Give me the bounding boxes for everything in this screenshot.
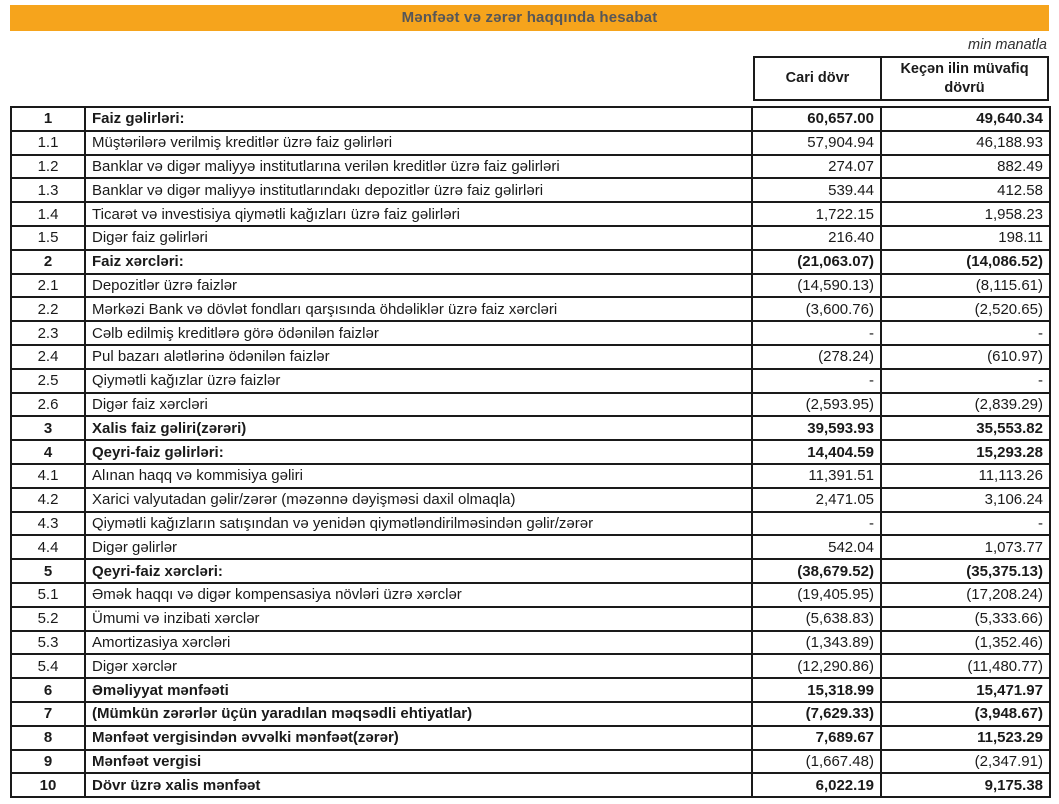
table-row — [11, 369, 1050, 393]
table-row — [11, 202, 1050, 226]
previous-period-value-cell: (35,375.13) — [881, 559, 1050, 583]
current-period-value-cell: 14,404.59 — [752, 440, 881, 464]
row-number-cell: 1.4 — [11, 202, 85, 226]
current-period-value-cell: (14,590.13) — [752, 274, 881, 298]
table-row — [11, 631, 1050, 655]
row-number-cell: 5.1 — [11, 583, 85, 607]
row-label-cell: Mənfəət vergisi — [85, 750, 752, 774]
previous-period-value-cell: 1,073.77 — [881, 535, 1050, 559]
row-number-cell: 9 — [11, 750, 85, 774]
row-number-cell: 2.2 — [11, 297, 85, 321]
row-number-cell: 4 — [11, 440, 85, 464]
row-number-cell: 3 — [11, 416, 85, 440]
table-row — [11, 726, 1050, 750]
current-period-value-cell: (7,629.33) — [752, 702, 881, 726]
row-label-cell: Faiz xərcləri: — [85, 250, 752, 274]
current-period-value-cell: (2,593.95) — [752, 393, 881, 417]
row-label-cell: Xalis faiz gəliri(zərəri) — [85, 416, 752, 440]
row-label-cell: Əmək haqqı və digər kompensasiya növləri üzrə xərclər — [85, 583, 752, 607]
row-label-cell: Xarici valyutadan gəlir/zərər (məzənnə dəyişməsi daxil olmaqla) — [85, 488, 752, 512]
table-row — [11, 464, 1050, 488]
current-period-value-cell: 11,391.51 — [752, 464, 881, 488]
current-period-value-cell: (21,063.07) — [752, 250, 881, 274]
current-period-value-cell: 15,318.99 — [752, 678, 881, 702]
row-number-cell: 2.5 — [11, 369, 85, 393]
table-row — [11, 226, 1050, 250]
previous-period-value-cell: 15,293.28 — [881, 440, 1050, 464]
row-label-cell: Ümumi və inzibati xərclər — [85, 607, 752, 631]
current-period-value-cell: 57,904.94 — [752, 131, 881, 155]
row-number-cell: 5.2 — [11, 607, 85, 631]
previous-period-value-cell: (11,480.77) — [881, 654, 1050, 678]
current-period-value-cell: (278.24) — [752, 345, 881, 369]
table-row — [11, 274, 1050, 298]
row-label-cell: Digər gəlirlər — [85, 535, 752, 559]
row-label-cell: Banklar və digər maliyyə institutlarındakı depozitlər üzrə faiz gəlirləri — [85, 178, 752, 202]
table-row — [11, 583, 1050, 607]
previous-period-value-cell: 1,958.23 — [881, 202, 1050, 226]
column-header-previous-period: Keçən ilin müvafiq dövrü — [880, 56, 1049, 101]
row-number-cell: 1.1 — [11, 131, 85, 155]
previous-period-value-cell: (14,086.52) — [881, 250, 1050, 274]
current-period-value-cell: (5,638.83) — [752, 607, 881, 631]
previous-period-value-cell: - — [881, 512, 1050, 536]
row-label-cell: Qiymətli kağızlar üzrə faizlər — [85, 369, 752, 393]
row-label-cell: Qeyri-faiz xərcləri: — [85, 559, 752, 583]
row-label-cell: Müştərilərə verilmiş kreditlər üzrə faiz gəlirləri — [85, 131, 752, 155]
row-label-cell: Amortizasiya xərcləri — [85, 631, 752, 655]
row-number-cell: 8 — [11, 726, 85, 750]
row-number-cell: 1 — [11, 107, 85, 131]
table-row — [11, 107, 1050, 131]
column-header-current-period: Cari dövr — [753, 56, 882, 101]
previous-period-value-cell: - — [881, 321, 1050, 345]
row-label-cell: Faiz gəlirləri: — [85, 107, 752, 131]
previous-period-value-cell: - — [881, 369, 1050, 393]
row-number-cell: 1.2 — [11, 155, 85, 179]
current-period-value-cell: (19,405.95) — [752, 583, 881, 607]
pl-table-body — [11, 107, 1050, 797]
row-label-cell: Mənfəət vergisindən əvvəlki mənfəət(zərər) — [85, 726, 752, 750]
row-label-cell: Qeyri-faiz gəlirləri: — [85, 440, 752, 464]
table-row — [11, 488, 1050, 512]
row-label-cell: Əməliyyat mənfəəti — [85, 678, 752, 702]
row-number-cell: 5.3 — [11, 631, 85, 655]
current-period-value-cell: (12,290.86) — [752, 654, 881, 678]
previous-period-value-cell: 15,471.97 — [881, 678, 1050, 702]
table-row — [11, 345, 1050, 369]
current-period-value-cell: - — [752, 369, 881, 393]
current-period-value-cell: (1,667.48) — [752, 750, 881, 774]
row-number-cell: 2.4 — [11, 345, 85, 369]
previous-period-value-cell: (2,520.65) — [881, 297, 1050, 321]
row-label-cell: Qiymətli kağızların satışından və yenidən qiymətləndirilməsindən gəlir/zərər — [85, 512, 752, 536]
report-title-banner: Mənfəət və zərər haqqında hesabat — [10, 5, 1049, 31]
table-row — [11, 321, 1050, 345]
table-row — [11, 297, 1050, 321]
unit-note: min manatla — [968, 37, 1047, 53]
row-label-cell: Banklar və digər maliyyə institutlarına verilən kreditlər üzrə faiz gəlirləri — [85, 155, 752, 179]
previous-period-value-cell: (3,948.67) — [881, 702, 1050, 726]
previous-period-value-cell: 198.11 — [881, 226, 1050, 250]
current-period-value-cell: 274.07 — [752, 155, 881, 179]
table-row — [11, 155, 1050, 179]
current-period-value-cell: 539.44 — [752, 178, 881, 202]
row-number-cell: 4.1 — [11, 464, 85, 488]
current-period-value-cell: 39,593.93 — [752, 416, 881, 440]
row-number-cell: 7 — [11, 702, 85, 726]
table-row — [11, 416, 1050, 440]
row-label-cell: Pul bazarı alətlərinə ödənilən faizlər — [85, 345, 752, 369]
row-label-cell: Cəlb edilmiş kreditlərə görə ödənilən faizlər — [85, 321, 752, 345]
table-row — [11, 678, 1050, 702]
table-row — [11, 654, 1050, 678]
previous-period-value-cell: 46,188.93 — [881, 131, 1050, 155]
row-number-cell: 4.2 — [11, 488, 85, 512]
previous-period-value-cell: (2,347.91) — [881, 750, 1050, 774]
previous-period-value-cell: 9,175.38 — [881, 773, 1050, 797]
current-period-value-cell: 1,722.15 — [752, 202, 881, 226]
previous-period-value-cell: (1,352.46) — [881, 631, 1050, 655]
table-row — [11, 750, 1050, 774]
table-row — [11, 440, 1050, 464]
row-number-cell: 10 — [11, 773, 85, 797]
current-period-value-cell: 6,022.19 — [752, 773, 881, 797]
row-number-cell: 4.4 — [11, 535, 85, 559]
row-number-cell: 4.3 — [11, 512, 85, 536]
row-label-cell: Depozitlər üzrə faizlər — [85, 274, 752, 298]
previous-period-value-cell: 35,553.82 — [881, 416, 1050, 440]
row-label-cell: (Mümkün zərərlər üçün yaradılan məqsədli ehtiyatlar) — [85, 702, 752, 726]
previous-period-value-cell: 3,106.24 — [881, 488, 1050, 512]
row-label-cell: Alınan haqq və kommisiya gəliri — [85, 464, 752, 488]
table-row — [11, 512, 1050, 536]
table-row — [11, 250, 1050, 274]
current-period-value-cell: (3,600.76) — [752, 297, 881, 321]
row-label-cell: Ticarət və investisiya qiymətli kağızları üzrə faiz gəlirləri — [85, 202, 752, 226]
previous-period-value-cell: (17,208.24) — [881, 583, 1050, 607]
table-row — [11, 131, 1050, 155]
table-row — [11, 178, 1050, 202]
row-label-cell: Digər faiz gəlirləri — [85, 226, 752, 250]
table-row — [11, 773, 1050, 797]
row-number-cell: 5.4 — [11, 654, 85, 678]
current-period-value-cell: (38,679.52) — [752, 559, 881, 583]
row-label-cell: Digər xərclər — [85, 654, 752, 678]
column-header-row — [10, 56, 1049, 101]
row-number-cell: 1.3 — [11, 178, 85, 202]
row-number-cell: 2.1 — [11, 274, 85, 298]
previous-period-value-cell: 49,640.34 — [881, 107, 1050, 131]
profit-loss-table — [10, 106, 1051, 798]
row-number-cell: 2.3 — [11, 321, 85, 345]
previous-period-value-cell: 412.58 — [881, 178, 1050, 202]
table-row — [11, 393, 1050, 417]
previous-period-value-cell: (610.97) — [881, 345, 1050, 369]
current-period-value-cell: 542.04 — [752, 535, 881, 559]
current-period-value-cell: 216.40 — [752, 226, 881, 250]
current-period-value-cell: 2,471.05 — [752, 488, 881, 512]
previous-period-value-cell: 882.49 — [881, 155, 1050, 179]
table-row — [11, 702, 1050, 726]
current-period-value-cell: - — [752, 321, 881, 345]
current-period-value-cell: 60,657.00 — [752, 107, 881, 131]
row-number-cell: 2.6 — [11, 393, 85, 417]
current-period-value-cell: (1,343.89) — [752, 631, 881, 655]
previous-period-value-cell: (5,333.66) — [881, 607, 1050, 631]
current-period-value-cell: - — [752, 512, 881, 536]
previous-period-value-cell: 11,523.29 — [881, 726, 1050, 750]
row-label-cell: Mərkəzi Bank və dövlət fondları qarşısında öhdəliklər üzrə faiz xərcləri — [85, 297, 752, 321]
previous-period-value-cell: (2,839.29) — [881, 393, 1050, 417]
previous-period-value-cell: (8,115.61) — [881, 274, 1050, 298]
row-label-cell: Digər faiz xərcləri — [85, 393, 752, 417]
table-row — [11, 559, 1050, 583]
row-number-cell: 1.5 — [11, 226, 85, 250]
row-number-cell: 2 — [11, 250, 85, 274]
row-number-cell: 5 — [11, 559, 85, 583]
table-row — [11, 607, 1050, 631]
row-number-cell: 6 — [11, 678, 85, 702]
row-label-cell: Dövr üzrə xalis mənfəət — [85, 773, 752, 797]
previous-period-value-cell: 11,113.26 — [881, 464, 1050, 488]
table-row — [11, 535, 1050, 559]
current-period-value-cell: 7,689.67 — [752, 726, 881, 750]
